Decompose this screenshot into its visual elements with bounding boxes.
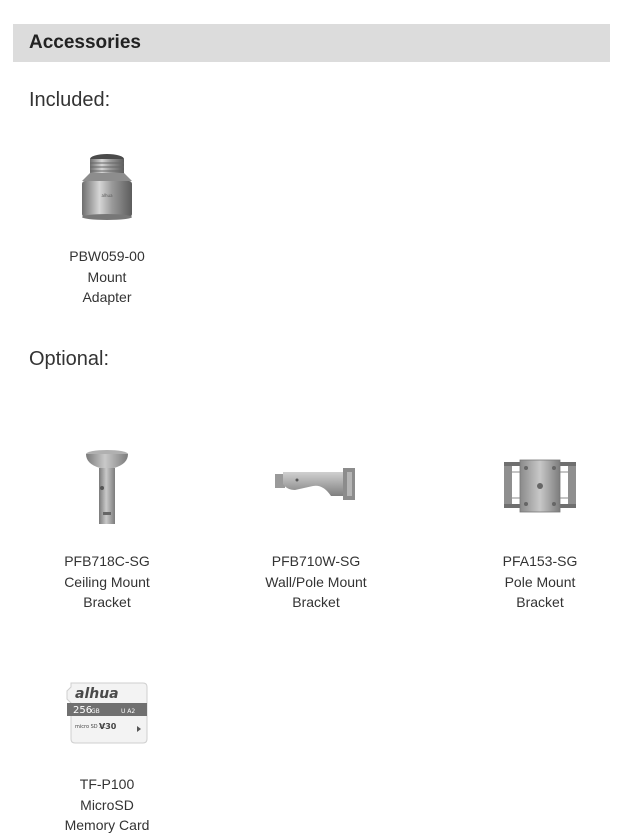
item-name-line2: Adapter — [82, 289, 132, 305]
svg-text:alhua: alhua — [101, 193, 113, 198]
item-name-line2: Bracket — [83, 594, 131, 610]
sd-video-class: V30 — [99, 722, 117, 731]
item-name-line1: Wall/Pole Mount — [265, 573, 367, 590]
wall-pole-mount-bracket-icon — [273, 464, 359, 504]
sd-brand-text: alhua — [75, 686, 119, 702]
item-name-line2: Bracket — [516, 594, 564, 610]
item-model: PBW059-00 — [69, 248, 145, 264]
optional-label: Optional: — [29, 348, 110, 370]
pole-mount-bracket-icon — [500, 458, 580, 514]
accessory-item-pole-mount — [455, 448, 625, 613]
sd-capacity-text: 256 — [73, 705, 93, 716]
accessory-item-wall-pole-mount — [231, 448, 401, 613]
item-model: PFB710W-SG — [271, 553, 361, 569]
item-name-line1: Mount — [87, 268, 127, 285]
accessory-item-microsd — [22, 671, 192, 836]
sd-capacity-unit: GB — [91, 708, 100, 715]
item-name-line1: MicroSD — [80, 796, 134, 813]
section-header — [13, 24, 610, 62]
mount-adapter-icon — [77, 143, 137, 221]
included-label: Included: — [29, 89, 111, 111]
item-name-line1: Ceiling Mount — [64, 573, 150, 590]
sd-speed-class: U A2 — [121, 708, 136, 715]
microsd-card-icon — [65, 681, 149, 745]
item-name-line2: Bracket — [292, 594, 340, 610]
item-name-line1: Pole Mount — [504, 573, 576, 590]
item-name-line2: Memory Card — [64, 817, 150, 833]
accessory-item-mount-adapter — [22, 143, 192, 308]
item-model: PFB718C-SG — [64, 553, 150, 569]
section-title: Accessories — [29, 32, 141, 53]
ceiling-mount-bracket-icon — [82, 448, 132, 526]
item-model: PFA153-SG — [502, 553, 578, 569]
accessory-item-ceiling-mount — [22, 448, 192, 613]
item-model: TF-P100 — [79, 776, 135, 792]
sd-card-type: micro SD XC — [75, 724, 106, 730]
